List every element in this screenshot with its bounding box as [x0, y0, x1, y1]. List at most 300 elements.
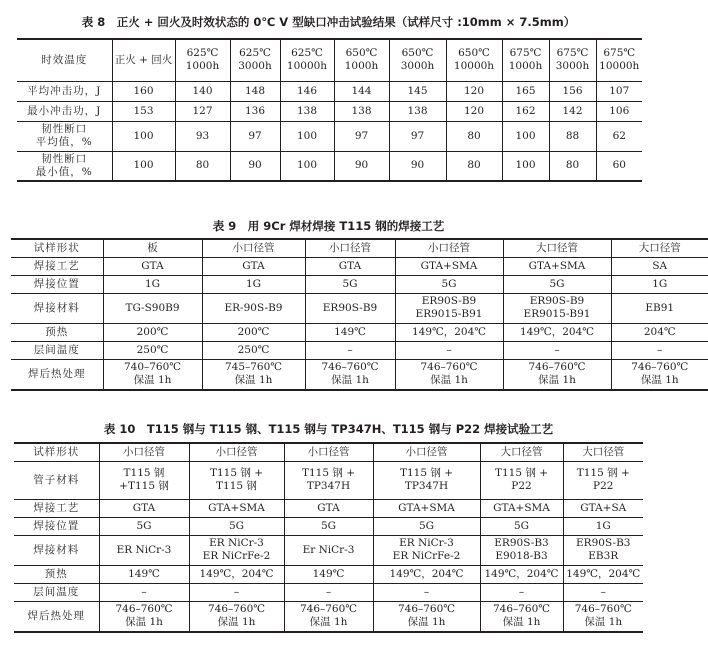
table9-cell — [395, 239, 503, 257]
table10-cell — [189, 461, 284, 499]
table9-cell — [103, 341, 202, 359]
table9-cell — [611, 359, 708, 390]
table10-row-label: 试样形状 — [14, 443, 99, 461]
table10-cell-line: – — [518, 585, 525, 598]
table8-header-cell-line: 675℃ — [603, 47, 636, 60]
table9-cell — [611, 239, 708, 257]
table9-row-label: 焊接材料 — [11, 293, 103, 323]
table9-cell-line: 5G — [549, 277, 565, 290]
table9-cell-line: 149℃，204℃ — [519, 325, 595, 338]
table10-cell-line: GTA+SMA — [493, 501, 550, 514]
table10-cell-line: 5G — [513, 519, 530, 532]
table8-cell: 138 — [334, 101, 389, 121]
table10-cell — [563, 461, 643, 499]
table9-row-label: 试样形状 — [11, 239, 103, 257]
table9-cell-line: 746–760℃ — [631, 361, 689, 374]
table10-cell-line: 保温 1h — [217, 616, 256, 629]
table9-cell — [305, 341, 395, 359]
table8-cell: 106 — [596, 101, 642, 121]
table8-cell: 142 — [549, 101, 596, 121]
table9-cell — [395, 359, 503, 390]
table8-header-cell — [502, 39, 549, 81]
table9-cell — [503, 341, 611, 359]
table8-header-cell-line: 675℃ — [509, 47, 542, 60]
table10-cell — [284, 565, 373, 583]
table8-header-cell-line: 625℃ — [186, 47, 219, 60]
table10-caption: 表 10 T115 钢与 T115 钢、T115 钢与 TP347H、T115 钢与 P22 焊接试验工艺 — [103, 422, 554, 436]
table10-row-label: 焊接工艺 — [14, 499, 99, 517]
table10-row — [14, 461, 643, 499]
table9-cell-line: 保温 1h — [430, 374, 468, 387]
table8-header-cell-line: 1000h — [344, 60, 379, 73]
table8-row-label-line: 最小冲击功，J — [27, 104, 102, 117]
table8-cell: 165 — [502, 81, 549, 101]
table8-row-label-line: 韧性断口 — [41, 152, 88, 165]
table9-cell — [103, 275, 202, 293]
table10-row — [14, 535, 643, 565]
table10-cell — [99, 461, 189, 499]
table9-cell-line: ER9015-B91 — [415, 308, 483, 320]
table10-row — [14, 517, 643, 535]
table10-cell — [99, 535, 189, 565]
table9-cell-line: GTA — [338, 259, 362, 272]
table8-cell: 100 — [112, 151, 175, 181]
table9-cell-line: 746–760℃ — [321, 361, 379, 374]
table9-cell — [395, 275, 503, 293]
table10-cell — [99, 517, 189, 535]
table9-cell-line: ER90S-B9 — [529, 295, 585, 307]
table10-cell-line: 小口径管 — [123, 445, 165, 458]
table10-row-label: 焊后热处理 — [14, 601, 99, 632]
table10-cell-line: – — [423, 585, 430, 598]
table8-row-label-line: 平均值，% — [35, 136, 93, 148]
table8-cell: 100 — [112, 121, 175, 151]
table10-row-label: 焊接位置 — [14, 517, 99, 535]
table8-header-cell — [112, 39, 175, 81]
table8-cell: 80 — [175, 151, 230, 181]
table8-header-cell-line: 650℃ — [458, 47, 490, 60]
table9-cell-line: 250℃ — [136, 343, 169, 356]
table10-cell-line: – — [141, 585, 147, 598]
table8-row-label — [17, 81, 112, 101]
table10-cell — [99, 583, 189, 601]
table10-cell-line: 149℃，204℃ — [389, 567, 464, 580]
table10-cell-line: ER90S-B3 — [576, 537, 631, 549]
table9-cell-line: 小口径管 — [232, 241, 275, 254]
table9-row — [11, 359, 708, 390]
table8-header-cell — [280, 39, 334, 81]
table10-cell-line: 5G — [418, 519, 435, 532]
table9-cell-line: 745–760℃ — [224, 361, 283, 374]
table10-cell — [373, 499, 480, 517]
table9-cell — [395, 293, 503, 323]
table10-cell — [99, 565, 189, 583]
table10-cell — [284, 443, 373, 461]
table10-cell-line: 1G — [595, 519, 611, 532]
table10-cell-line: TP347H — [306, 480, 351, 492]
table8-header-cell-line: 650℃ — [401, 47, 434, 60]
table9-row-label: 焊接工艺 — [11, 257, 103, 275]
table10-cell-line: P22 — [511, 480, 532, 492]
table9-cell — [103, 359, 202, 390]
table9-cell-line: 保温 1h — [234, 374, 273, 387]
table9-cell-line: 保温 1h — [538, 374, 576, 387]
table8-header-cell-line: 1000h — [508, 60, 543, 73]
table8-cell: 144 — [334, 81, 389, 101]
table8-header-cell-line: 10000h — [453, 60, 495, 73]
table9-cell — [103, 239, 202, 257]
table9-cell-line: 保温 1h — [331, 374, 369, 387]
table10-cell — [284, 583, 373, 601]
table9-row — [11, 293, 708, 323]
table10-cell — [480, 517, 563, 535]
table10-cell-line: 149℃ — [312, 567, 345, 580]
table10-cell-line: ER NiCr-3 — [116, 543, 172, 556]
table10-cell-line: TP347H — [404, 480, 449, 492]
table10-cell-line: ER NiCr-3 — [209, 537, 264, 549]
table9-cell-line: ER90S-B9 — [421, 295, 477, 307]
table10-cell — [189, 601, 284, 632]
table8-cell: 120 — [446, 101, 502, 121]
table8-cell: 80 — [549, 151, 596, 181]
table9-row — [11, 323, 708, 341]
table8-cell: 138 — [389, 101, 446, 121]
table10-cell — [563, 517, 643, 535]
table10-row — [14, 601, 643, 632]
table8-header-cell — [446, 39, 502, 81]
table10-row-label: 层间温度 — [14, 583, 99, 601]
table10-cell-line: 746–760℃ — [492, 603, 551, 616]
table8-cell: 107 — [596, 81, 642, 101]
table9-cell-line: 204℃ — [643, 325, 676, 338]
table8-row — [17, 81, 642, 101]
table9-cell — [611, 323, 708, 341]
table10-cell-line: +T115 钢 — [119, 480, 169, 492]
table10-cell — [563, 535, 643, 565]
table10-cell — [284, 535, 373, 565]
table9-row-label: 焊接位置 — [11, 275, 103, 293]
table9-row — [11, 275, 708, 293]
table10-cell-line: 149℃，204℃ — [566, 567, 641, 580]
table9-cell — [503, 359, 611, 390]
table10-cell — [99, 443, 189, 461]
table9-cell-line: 小口径管 — [428, 241, 470, 254]
table10-cell — [373, 461, 480, 499]
table8-header-cell-line: 625℃ — [239, 47, 271, 60]
table10-cell-line: 746–760℃ — [299, 603, 358, 616]
table8-cell: 90 — [389, 151, 446, 181]
table10-cell-line: GTA — [132, 501, 156, 514]
table10-cell — [373, 443, 480, 461]
table9-cell — [611, 341, 708, 359]
table9-cell — [305, 359, 395, 390]
table9-cell-line: 1G — [144, 277, 161, 290]
table10-cell-line: 保温 1h — [407, 616, 446, 629]
table10-cell — [373, 583, 480, 601]
table9-cell — [202, 239, 305, 257]
table9-cell-line: ER90S-B9 — [322, 301, 378, 314]
table10-cell — [189, 443, 284, 461]
table10-cell-line: 746–760℃ — [207, 603, 266, 616]
table8-cell: 88 — [549, 121, 596, 151]
table9-cell — [305, 239, 395, 257]
table9-cell — [503, 239, 611, 257]
table10-cell — [563, 443, 643, 461]
table9-cell-line: 保温 1h — [640, 374, 679, 387]
table10-cell-line: T115 钢 + — [209, 467, 264, 479]
table8-header-cell — [389, 39, 446, 81]
table9-cell-line: ER-90S-B9 — [224, 301, 283, 314]
table9-cell-line: 板 — [147, 241, 158, 254]
table10-cell-line: 746–760℃ — [574, 603, 632, 616]
table10-row — [14, 583, 643, 601]
table9-cell-line: – — [657, 343, 663, 356]
table9-cell — [103, 323, 202, 341]
table8-cell: 136 — [230, 101, 280, 121]
table10 — [14, 442, 643, 633]
table9-cell-line: 200℃ — [136, 325, 169, 338]
table9-cell-line: GTA — [242, 259, 265, 272]
table8-header-cell-line: 1000h — [185, 60, 220, 73]
table8 — [17, 38, 642, 182]
table8-cell: 80 — [446, 151, 502, 181]
table9-cell — [305, 275, 395, 293]
table10-cell — [480, 601, 563, 632]
table9-cell-line: 5G — [441, 277, 457, 290]
table10-cell-line: T115 钢 — [216, 480, 257, 492]
table8-header-row — [17, 39, 642, 81]
table10-cell — [189, 565, 284, 583]
table8-cell: 93 — [175, 121, 230, 151]
table10-cell — [563, 601, 643, 632]
table8-cell: 60 — [596, 151, 642, 181]
table8-header-cell-line: 625℃ — [291, 47, 323, 60]
table9-cell-line: 5G — [342, 277, 358, 290]
table10-cell-line: 149℃，204℃ — [199, 567, 274, 580]
table8-header-cell-line: 10000h — [599, 60, 640, 73]
table9-cell — [305, 293, 395, 323]
table9-cell — [611, 293, 708, 323]
table8-header-cell — [230, 39, 280, 81]
table10-cell-line: T115 钢 + — [576, 467, 630, 479]
table9-cell — [503, 257, 611, 275]
table9-cell — [503, 275, 611, 293]
table10-cell-line: ER NiCrFe-2 — [202, 550, 271, 562]
table10-cell-line: T115 钢 + — [494, 467, 549, 479]
table9-cell-line: 149℃ — [334, 325, 366, 338]
table8-header-cell — [549, 39, 596, 81]
table10-cell — [189, 517, 284, 535]
table9-cell-line: 250℃ — [237, 343, 270, 356]
table10-cell-line: 5G — [320, 519, 337, 532]
table9-cell — [611, 275, 708, 293]
table8-caption: 表 8 正火 + 回火及时效状态的 0℃ V 型缺口冲击试验结果（试样尺寸 :10mm × 7.5mm） — [81, 15, 576, 29]
table10-cell-line: 小口径管 — [215, 445, 258, 458]
table10-cell-line: – — [233, 585, 240, 598]
table9-cell-line: 保温 1h — [133, 374, 172, 387]
table9-cell-line: 200℃ — [237, 325, 270, 338]
table9-cell-line: GTA — [141, 259, 164, 272]
table10-row-label: 焊接材料 — [14, 535, 99, 565]
table8-cell: 153 — [112, 101, 175, 121]
table8-row-label — [17, 101, 112, 121]
table10-cell-line: GTA+SA — [580, 501, 627, 514]
table9-cell-line: 740–760℃ — [123, 361, 182, 374]
table10-cell-line: P22 — [593, 480, 614, 492]
table8-cell: 100 — [502, 121, 549, 151]
table8-header-cell — [334, 39, 389, 81]
table10-cell — [563, 583, 643, 601]
table10-cell-line: ER NiCr-3 — [399, 537, 454, 549]
table9-cell — [395, 341, 503, 359]
table10-cell-line: GTA — [317, 501, 340, 514]
table10-cell-line: 5G — [228, 519, 245, 532]
table10-row — [14, 499, 643, 517]
table9-cell-line: SA — [652, 259, 668, 272]
table10-cell-line: ER90S-B3 — [494, 537, 549, 549]
table8-cell: 100 — [280, 151, 334, 181]
table8-row — [17, 121, 642, 151]
table8-header-cell-line: 3000h — [238, 60, 272, 73]
table8-row — [17, 101, 642, 121]
table8-row-label — [17, 151, 112, 181]
table8-header-cell-line: 3000h — [555, 60, 590, 73]
table9 — [11, 238, 708, 391]
table9-cell-line: 746–760℃ — [528, 361, 586, 374]
table9-cell — [305, 323, 395, 341]
table10-cell — [480, 499, 563, 517]
table10-cell — [284, 601, 373, 632]
table8-header-cell-line: 675℃ — [556, 47, 589, 60]
table9-cell-line: 1G — [245, 277, 262, 290]
table10-cell-line: 746–760℃ — [115, 603, 173, 616]
table8-cell: 97 — [230, 121, 280, 151]
table8-cell: 156 — [549, 81, 596, 101]
table10-cell-line: 746–760℃ — [397, 603, 456, 616]
table10-cell — [480, 535, 563, 565]
table9-cell-line: GTA+SMA — [528, 259, 586, 272]
table10-cell-line: GTA+SMA — [208, 501, 265, 514]
table10-row-label: 管子材料 — [14, 461, 99, 499]
table10-cell-line: T115 钢 — [123, 467, 165, 479]
table9-cell-line: – — [446, 343, 452, 356]
table10-cell-line: 保温 1h — [309, 616, 348, 629]
table10-cell — [480, 443, 563, 461]
table10-cell-line: 小口径管 — [405, 445, 448, 458]
table10-cell — [373, 517, 480, 535]
table10-cell-line: – — [325, 585, 332, 598]
table10-cell-line: 149℃，204℃ — [484, 567, 559, 580]
table8-header-cell-line: 3000h — [400, 60, 435, 73]
table9-cell — [503, 323, 611, 341]
table9-cell-line: EB91 — [645, 301, 675, 314]
table8-row-label-line: 最小值，% — [35, 165, 93, 178]
table10-cell-line: ER NiCrFe-2 — [392, 550, 461, 562]
table10-cell-line: – — [600, 585, 606, 598]
table9-cell — [202, 341, 305, 359]
table10-cell — [373, 601, 480, 632]
table8-cell: 62 — [596, 121, 642, 151]
table10-cell-line: GTA+SMA — [398, 501, 455, 514]
table10-cell — [189, 499, 284, 517]
table8-cell: 146 — [280, 81, 334, 101]
table8-header-label: 时效温度 — [17, 39, 112, 81]
table10-cell-line: T115 钢 + — [399, 467, 454, 479]
table9-cell — [202, 275, 305, 293]
table10-row-label: 预热 — [14, 565, 99, 583]
table8-cell: 90 — [334, 151, 389, 181]
table9-cell-line: – — [347, 343, 353, 356]
table9-cell-line: TG-S90B9 — [125, 301, 180, 314]
table9-cell-line: 149℃，204℃ — [411, 325, 487, 338]
table9-cell-line: 小口径管 — [329, 241, 371, 254]
table8-cell: 140 — [175, 81, 230, 101]
table8-cell: 162 — [502, 101, 549, 121]
table10-cell-line: E9018-B3 — [495, 550, 548, 562]
table10-cell — [284, 517, 373, 535]
table10-cell — [480, 565, 563, 583]
table9-cell — [202, 359, 305, 390]
table9-cell — [395, 323, 503, 341]
table9-cell-line: 大口径管 — [536, 241, 578, 254]
table10-cell-line: 大口径管 — [500, 445, 543, 458]
table10-cell — [373, 535, 480, 565]
table10-cell — [99, 499, 189, 517]
table10-cell-line: 大口径管 — [582, 445, 625, 458]
table9-cell-line: 1G — [652, 277, 668, 290]
table10-cell-line: 保温 1h — [584, 616, 623, 629]
table9-cell — [202, 257, 305, 275]
table8-cell: 97 — [334, 121, 389, 151]
table8-cell: 100 — [280, 121, 334, 151]
table8-cell: 90 — [230, 151, 280, 181]
table10-cell-line: 小口径管 — [307, 445, 350, 458]
table8-cell: 127 — [175, 101, 230, 121]
table8-cell: 80 — [446, 121, 502, 151]
table9-cell-line: 大口径管 — [638, 241, 681, 254]
table10-cell-line: T115 钢 + — [301, 467, 356, 479]
table9-cell-line: 746–760℃ — [420, 361, 478, 374]
table10-cell-line: 保温 1h — [502, 616, 541, 629]
table9-cell — [395, 257, 503, 275]
table9-caption: 表 9 用 9Cr 焊材焊接 T115 钢的焊接工艺 — [212, 219, 445, 233]
table10-cell — [284, 499, 373, 517]
table8-cell: 100 — [502, 151, 549, 181]
table8-header-cell-line: 10000h — [286, 60, 328, 73]
table8-cell: 148 — [230, 81, 280, 101]
table9-row-label: 层间温度 — [11, 341, 103, 359]
table10-cell — [563, 565, 643, 583]
table10-row — [14, 565, 643, 583]
table9-cell — [503, 293, 611, 323]
table9-cell — [103, 293, 202, 323]
table9-cell — [611, 257, 708, 275]
table10-cell-line: 149℃ — [128, 567, 160, 580]
table9-row — [11, 257, 708, 275]
table10-cell — [189, 535, 284, 565]
table9-cell — [202, 323, 305, 341]
table8-row-label-line: 韧性断口 — [41, 123, 88, 135]
table9-cell — [202, 293, 305, 323]
table8-cell: 138 — [280, 101, 334, 121]
table8-cell: 97 — [389, 121, 446, 151]
table9-row — [11, 239, 708, 257]
table10-cell — [563, 499, 643, 517]
table10-cell — [480, 583, 563, 601]
table8-row-label-line: 平均冲击功，J — [27, 84, 102, 97]
table9-row-label: 预热 — [11, 323, 103, 341]
table10-cell — [284, 461, 373, 499]
